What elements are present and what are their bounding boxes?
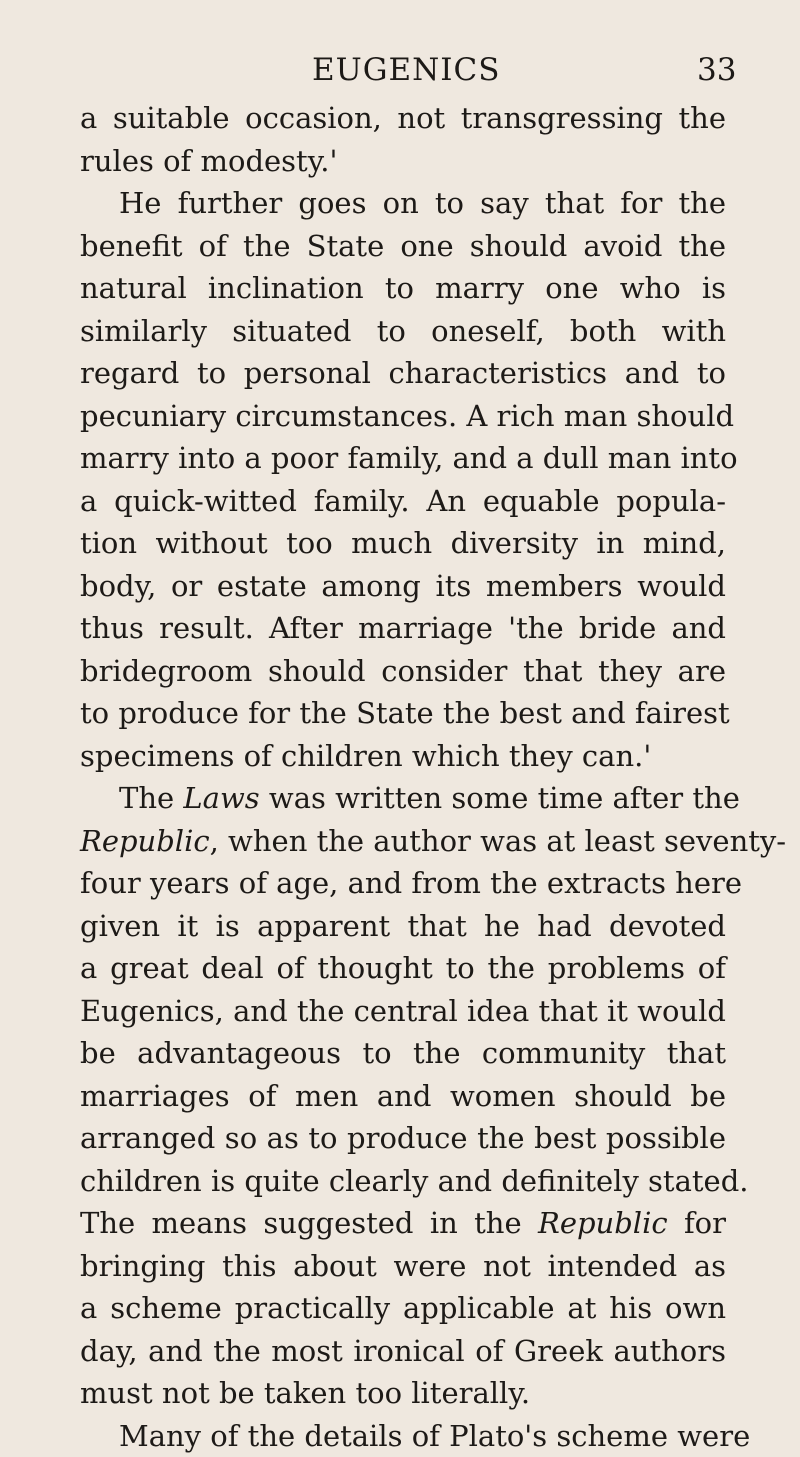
text-line: children is quite clearly and definitely stated. <box>80 1160 726 1203</box>
text-run: The <box>119 781 183 815</box>
text-line: bringing this about were not intended as <box>80 1245 726 1288</box>
text-run: for <box>668 1206 726 1240</box>
italic-title: Laws <box>183 781 259 815</box>
text-line: bridegroom should consider that they are <box>80 650 726 693</box>
text-line: body, or estate among its members would <box>80 565 726 608</box>
text-run: , when the author was at least seventy- <box>210 824 787 858</box>
text-line: thus result. After marriage 'the bride and <box>80 607 726 650</box>
text-line: pecuniary circumstances. A rich man should <box>80 395 726 438</box>
text-line <box>80 820 726 863</box>
text-line: marriages of men and women should be <box>80 1075 726 1118</box>
text-line: similarly situated to oneself, both with <box>80 310 726 353</box>
text-line: to produce for the State the best and fairest <box>80 692 726 735</box>
text-line: be advantageous to the community that <box>80 1032 726 1075</box>
italic-title: Republic <box>538 1206 668 1240</box>
page-number: 33 <box>697 52 736 88</box>
text-run: The means suggested in the <box>80 1206 538 1240</box>
text-line: regard to personal characteristics and to <box>80 352 726 395</box>
text-line: a suitable occasion, not transgressing the <box>80 97 726 140</box>
text-line: benefit of the State one should avoid the <box>80 225 726 268</box>
text-line: Many of the details of Plato's scheme were <box>80 1415 726 1457</box>
text-line: a great deal of thought to the problems of <box>80 947 726 990</box>
text-line: marry into a poor family, and a dull man into <box>80 437 726 480</box>
text-line: must not be taken too literally. <box>80 1372 726 1415</box>
running-head: EUGENICS <box>312 52 500 88</box>
text-line: He further goes on to say that for the <box>80 182 726 225</box>
text-line: arranged so as to produce the best possible <box>80 1117 726 1160</box>
text-line: Eugenics, and the central idea that it would <box>80 990 726 1033</box>
text-line <box>80 1202 726 1245</box>
body-text <box>80 97 726 1457</box>
text-line: day, and the most ironical of Greek authors <box>80 1330 726 1373</box>
text-line: natural inclination to marry one who is <box>80 267 726 310</box>
text-line <box>80 777 726 820</box>
text-run: was written some time after the <box>260 781 740 815</box>
text-line: specimens of children which they can.' <box>80 735 726 778</box>
text-line: four years of age, and from the extracts here <box>80 862 726 905</box>
italic-title: Republic <box>80 824 210 858</box>
text-line: tion without too much diversity in mind, <box>80 522 726 565</box>
text-line: rules of modesty.' <box>80 140 726 183</box>
text-line: given it is apparent that he had devoted <box>80 905 726 948</box>
text-line: a quick-witted family. An equable popula- <box>80 480 726 523</box>
text-line: a scheme practically applicable at his own <box>80 1287 726 1330</box>
